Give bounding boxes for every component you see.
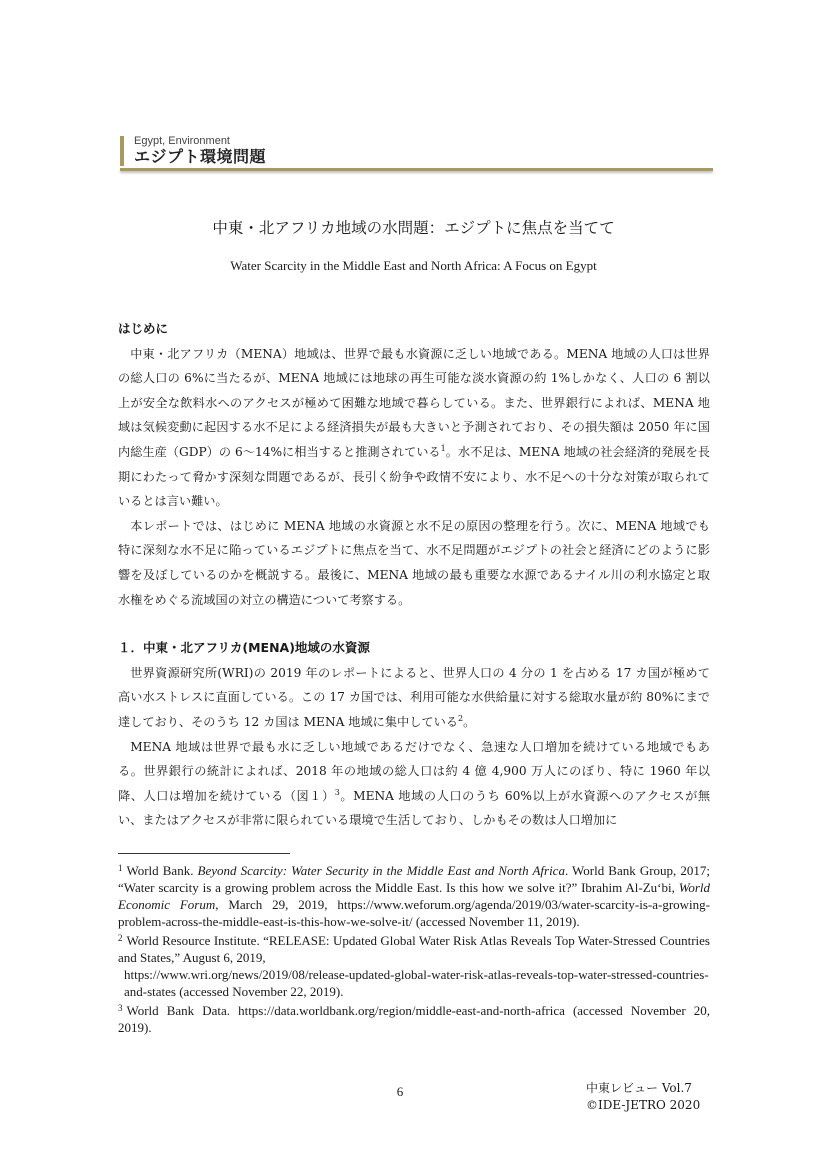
s1-p2-text-cont: 。MENA 地域の人口のうち 60%以上が水資源へのアクセスが無い、またはアクセスが非常に限られている環境で生活しており、しかもその数は人口増加に [118,788,711,828]
journal-name: 中東レビュー Vol.7 [586,1081,692,1095]
footnote-number: 1 [118,863,123,873]
footnote-text[interactable]: , March 29, 2019, https://www.weforum.org/agenda/2019/03/water-scarcity-is-a-growing-problem-across-the-middle-east-is-this-how-we-solve-it/ (accessed November 11, 2019). [118,897,711,929]
article-title-en: Water Scarcity in the Middle East and North Africa: A Focus on Egypt [230,258,597,273]
intro-p1-text-cont: 。水不足は、MENA 地域の社会経済的発展を長期にわたって脅かす深刻な問題であるが、長引く紛争や政情不安により、水不足への十分な対策が取られているとは言い難い。 [118,444,710,509]
footnote-text: World Bank. [126,863,198,878]
footnote-1 [118,860,710,930]
footnote-separator [118,853,290,854]
page-number: 6 [396,1084,404,1099]
footnote-number: 2 [118,933,123,943]
header-category: Egypt, Environment [134,135,230,147]
journal-info [586,1080,700,1114]
footnote-italic: World Economic Forum [118,880,710,912]
footnote-link[interactable]: https://www.wri.org/news/2019/08/release-updated-global-water-risk-atlas-reveals-top-water-stressed-countries-and-states (accessed November 22, 2019). [124,967,709,999]
footnote-text: . World Bank Group, 2017; “Water scarcity is a growing problem across the Middle East. Is this how we solve it?” Ibrahim Al-Zu‘bi, [118,863,710,895]
footnote-text[interactable]: World Bank Data. https://data.worldbank.org/region/middle-east-and-north-africa (accessed November 20, 2019). [118,1003,710,1035]
header-accent-bar [120,136,124,166]
footnote-text: World Resource Institute. “RELEASE: Updated Global Water Risk Atlas Reveals Top Water-Stressed Countries and States,” August 6, 2019, [118,933,710,965]
section-1-paragraph-2 [118,735,710,833]
footnote-number: 3 [118,1003,123,1013]
footnote-ref-2[interactable]: 2 [457,713,464,723]
footnote-ref-1[interactable]: 1 [440,443,446,453]
s1-p2-text: MENA 地域は世界で最も水に乏しい地域であるだけでなく、急速な人口増加を続けている地域でもある。世界銀行の統計によれば、2018 年の地域の総人口は約 4 億 4,900 万人にのぼり、特に 1960 年以降、人口は増加を続けている（図１） [118,739,710,803]
s1-p1-text: 世界資源研究所(WRI)の 2019 年のレポートによると、世界人口の 4 分の 1 を占める 17 カ国が極めて高い水ストレスに直面している。この 17 カ国では、利用可能な水供給量に対する総取水量が約 80%にまで達しており、そのうち 12 カ国は MENA 地域に集中している [118,665,710,729]
intro-paragraph-2: 本レポートでは、はじめに MENA 地域の水資源と水不足の原因の整理を行う。次に、MENA 地域でも特に深刻な水不足に陥っているエジプトに焦点を当て、水不足問題がエジプトの社会と経済にどのように影響を及ぼしているのかを概説する。最後に、MENA 地域の最も重要な水源であるナイル川の利水協定と取水権をめぐる流域国の対立の構造について考察する。 [118,518,710,607]
s1-p1-text-cont: 。 [463,714,476,729]
copyright: ©IDE-JETRO 2020 [586,1098,701,1112]
footnote-ref-3[interactable]: 3 [334,787,340,797]
article-title-jp: 中東・北アフリカ地域の水問題：エジプトに焦点を当てて [212,219,615,237]
header-rule [120,168,713,171]
intro-paragraph-1 [118,342,710,514]
footnotes [118,860,710,1036]
header-title: エジプト環境問題 [134,147,267,166]
section-1-paragraph-1 [118,661,710,735]
footnote-italic: Beyond Scarcity: Water Security in the Middle East and North Africa [197,863,565,878]
intro-p1-text: 中東・北アフリカ（MENA）地域は、世界で最も水資源に乏しい地域である。MENA 地域の人口は世界の総人口の 6%に当たるが、MENA 地域には地球の再生可能な淡水資源の約 1%しかなく、人口の 6 割以上が安全な飲料水へのアクセスが極めて困難な地域で暮らしている。また、世界銀行によれば、MENA 地域は気候変動に起因する水不足による経済損失が最も大きいと予測されており、その損失額は 2050 年に国内総生産（GDP）の 6〜14%に相当すると推測されている [118,346,710,459]
footnote-3 [118,1000,710,1036]
intro-heading: はじめに [118,321,169,336]
section-1-heading: １．中東・北アフリカ(MENA)地域の水資源 [118,640,370,656]
article-body [118,317,710,833]
footnote-2 [118,930,710,1000]
